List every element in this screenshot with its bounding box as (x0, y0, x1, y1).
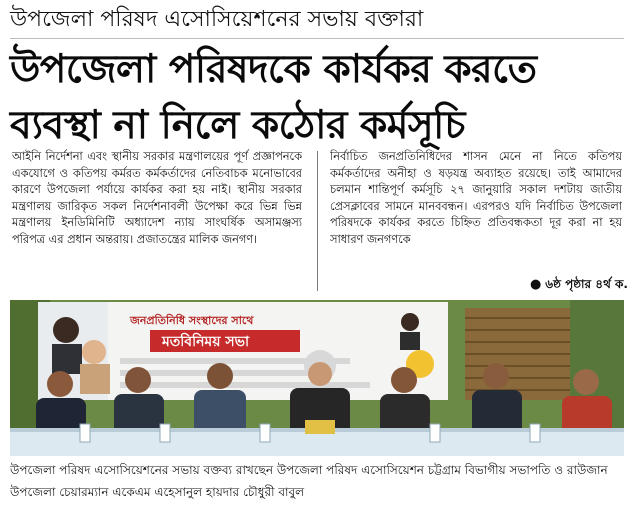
banner-subtitle: জনপ্রতিনিধি সংস্থাদের সাথে (130, 314, 254, 327)
article-body (10, 149, 624, 297)
banner-title: মতবিনিময় সভা (162, 334, 250, 350)
continuation-note (530, 276, 628, 296)
kicker-headline: উপজেলা পরিষদ এসোসিয়েশনের সভায় বক্তারা (10, 2, 624, 39)
article-right-column: নির্বাচিত জনপ্রতিনিধিদের শাসন মেনে না নিতে কতিপয় কর্মকর্তাদের অনীহা ও ষড়যন্ত্র অব্যাহত রয়েছে। তাই আমাদের চলমান শান্তিপূর্ণ কর্মসূচি ২৭ জানুয়ারি সকাল দশটায় জাতীয় প্রেসক্লাবের সামনে মানববন্ধন। এরপরও যদি নির্বাচিত উপজেলা পরিষদকে কার্যকর করতে চিহ্নিত প্রতিবন্ধকতা দূর করা না হয় সাধারণ জনগণকে (330, 150, 622, 246)
photo-caption: উপজেলা পরিষদ এসোসিয়েশনের সভায় বক্তব্য রাখছেন উপজেলা পরিষদ এসোসিয়েশন চট্টগ্রাম বিভাগীয় সভাপতি ও রাউজান উপজেলা চেয়ারম্যান একেএম এহেসানুল হায়দার চৌধুরী বাবুল (10, 463, 608, 499)
headline-line-2: ব্যবস্থা না নিলে কঠোর কর্মসূচি (10, 103, 465, 148)
column-divider (317, 151, 318, 291)
continuation-text: ৬ষ্ঠ পৃষ্ঠার ৪র্থ ক. (545, 277, 628, 291)
article-left-column: আইনি নির্দেশনা এবং স্থানীয় সরকার মন্ত্রণালয়ের পূর্ণ প্রজ্ঞাপনকে একযোগে ও কতিপয় কর্মরত কর্মকর্তাদের নেতিবাচক মনোভাবের কারণে উপজেলা পর্যায়ে কার্যকর করা হয় নাই। স্থানীয় সরকার মন্ত্রণালয় জারিকৃত সকল নির্দেশনাবলী উপেক্ষা করে ভিন্ন ভিন্ন মন্ত্রণালয় ইনডিমিনিটি অধ্যাদেশ ন্যায় সাংঘর্ষিক অসামঞ্জস্য পরিপত্র এর প্রধান অন্তরায়। প্রজাতন্ত্রের মালিক জনগণ। (12, 150, 302, 246)
bullet-icon: ● (529, 277, 542, 292)
headline-line-1: উপজেলা পরিষদকে কার্যকর করতে (10, 47, 537, 92)
news-photo (10, 300, 624, 456)
